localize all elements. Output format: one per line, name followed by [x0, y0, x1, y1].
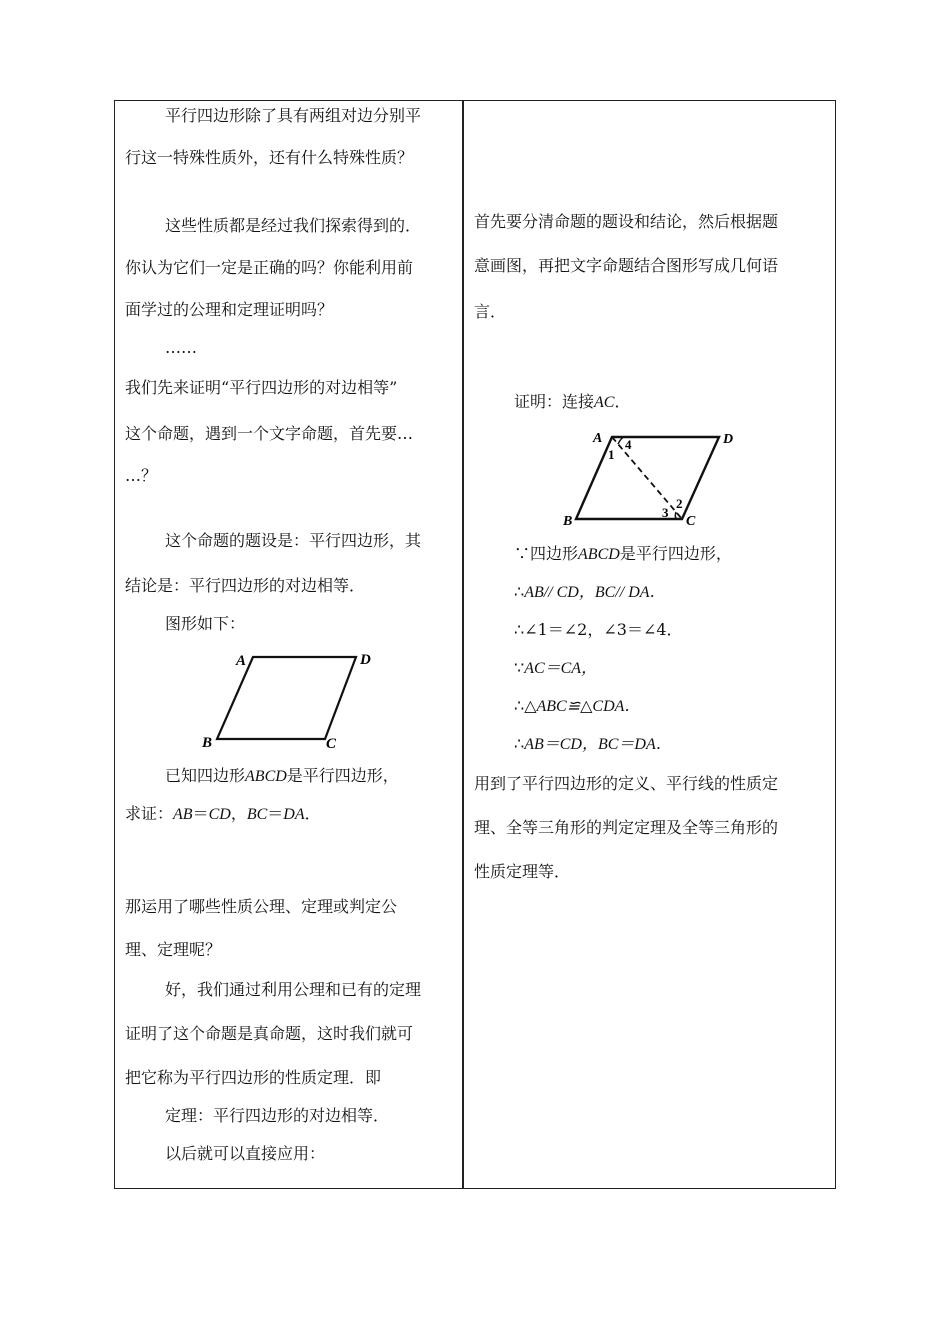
prove-cd: CD — [208, 806, 231, 823]
proof-prefix: 证明：连接 — [514, 392, 595, 411]
left-theorem: 定理：平行四边形的对边相等． — [165, 1106, 390, 1125]
fig2-angle-2: 2 — [676, 496, 683, 511]
therefore-symbol: ∴ — [514, 582, 525, 601]
proof-end: ． — [614, 392, 631, 411]
fig2-angle-1: 1 — [608, 447, 615, 462]
left-para-7-line-2: 证明了这个命题是真命题，这时我们就可 — [125, 1024, 414, 1043]
fig1-label-b: B — [202, 735, 213, 751]
prove-bc: BC — [246, 806, 268, 823]
prove-eq2: ＝ — [267, 804, 284, 823]
right-para-2-line-1: 用到了平行四边形的定义、平行线的性质定 — [474, 774, 779, 793]
step-5-text: △ABC≌△CDA． — [524, 698, 641, 715]
because-symbol: ∵ — [514, 544, 531, 563]
prove-ab: AB — [173, 806, 193, 823]
proof-step-2 — [514, 582, 666, 603]
therefore-symbol: ∴ — [514, 734, 525, 753]
step-2-text: AB// CD，BC// DA． — [524, 584, 666, 601]
left-ellipsis: …… — [165, 338, 197, 357]
prove-prefix: 求证： — [125, 804, 174, 823]
prove-end: ． — [304, 804, 321, 823]
fig2-label-c: C — [686, 514, 696, 529]
therefore-symbol: ∴ — [514, 696, 525, 715]
fig2-angle-4: 4 — [625, 437, 632, 452]
step-6-text: AB＝CD，BC＝DA． — [524, 736, 672, 753]
proof-step-4 — [514, 658, 597, 679]
prove-eq1: ＝ — [192, 804, 209, 823]
left-prove — [125, 804, 321, 825]
left-para-2-line-3: 面学过的公理和定理证明吗？ — [125, 300, 334, 319]
left-para-8: 以后就可以直接应用： — [165, 1144, 326, 1163]
prove-da: DA — [283, 806, 305, 823]
proof-step-6 — [514, 734, 672, 755]
proof-step-3 — [514, 620, 683, 640]
column-divider — [462, 101, 464, 1188]
parallelogram-figure-1 — [190, 645, 390, 755]
right-para-2-line-3: 性质定理等． — [474, 862, 571, 881]
fig1-label-c: C — [326, 736, 337, 752]
left-para-6-line-2: 理、定理呢？ — [125, 940, 222, 959]
given-prefix: 已知四边形 — [165, 766, 246, 785]
left-para-7-line-1: 好，我们通过利用公理和已有的定理 — [165, 980, 422, 999]
right-para-2-line-2: 理、全等三角形的判定定理及全等三角形的 — [474, 818, 779, 837]
therefore-symbol: ∴ — [514, 620, 525, 639]
proof-step-5 — [514, 696, 640, 717]
fig2-label-d: D — [723, 432, 734, 447]
step-4-text: AC＝CA， — [524, 660, 598, 677]
right-para-1-line-3: 言． — [474, 302, 507, 321]
left-para-6-line-1: 那运用了哪些性质公理、定理或判定公 — [125, 897, 398, 916]
because-symbol: ∵ — [514, 658, 525, 677]
left-para-3-line-3: …？ — [125, 466, 158, 485]
left-para-2-line-2: 你认为它们一定是正确的吗？你能利用前 — [125, 258, 414, 277]
fig2-label-b: B — [563, 514, 573, 529]
proof-step-1 — [514, 544, 732, 565]
step-3-text: ∠1＝∠2，∠3＝∠4． — [524, 620, 683, 639]
given-abcd: ABCD — [245, 768, 287, 785]
left-para-1-line-1: 平行四边形除了具有两组对边分别平 — [165, 106, 422, 125]
prove-sep: ， — [230, 804, 247, 823]
left-para-3-line-2: 这个命题，遇到一个文字命题，首先要… — [125, 424, 414, 443]
left-para-4-line-2: 结论是：平行四边形的对边相等． — [125, 576, 366, 595]
left-para-2-line-1: 这些性质都是经过我们探索得到的． — [165, 216, 422, 235]
fig1-label-d: D — [360, 652, 371, 668]
step-1-text-a: 四边形 — [530, 544, 579, 563]
step-1-text-c: 是平行四边形， — [619, 544, 732, 563]
proof-ac: AC — [594, 394, 615, 411]
given-suffix: 是平行四边形， — [286, 766, 399, 785]
right-para-1-line-2: 意画图，再把文字命题结合图形写成几何语 — [474, 256, 779, 275]
left-para-1-line-2: 行这一特殊性质外，还有什么特殊性质？ — [125, 148, 414, 167]
right-proof-intro — [514, 392, 630, 413]
parallelogram-figure-2 — [556, 422, 766, 532]
fig2-label-a: A — [593, 431, 603, 446]
left-para-7-line-3: 把它称为平行四边形的性质定理．即 — [125, 1068, 382, 1087]
left-given — [165, 766, 399, 787]
fig1-label-a: A — [236, 653, 247, 669]
right-para-1-line-1: 首先要分清命题的题设和结论，然后根据题 — [474, 212, 779, 231]
step-1-abcd: ABCD — [578, 546, 620, 563]
left-para-3-line-1: 我们先来证明“平行四边形的对边相等” — [125, 378, 398, 397]
left-para-5: 图形如下： — [165, 614, 246, 633]
fig2-angle-3: 3 — [662, 505, 669, 520]
left-para-4-line-1: 这个命题的题设是：平行四边形，其 — [165, 531, 422, 550]
